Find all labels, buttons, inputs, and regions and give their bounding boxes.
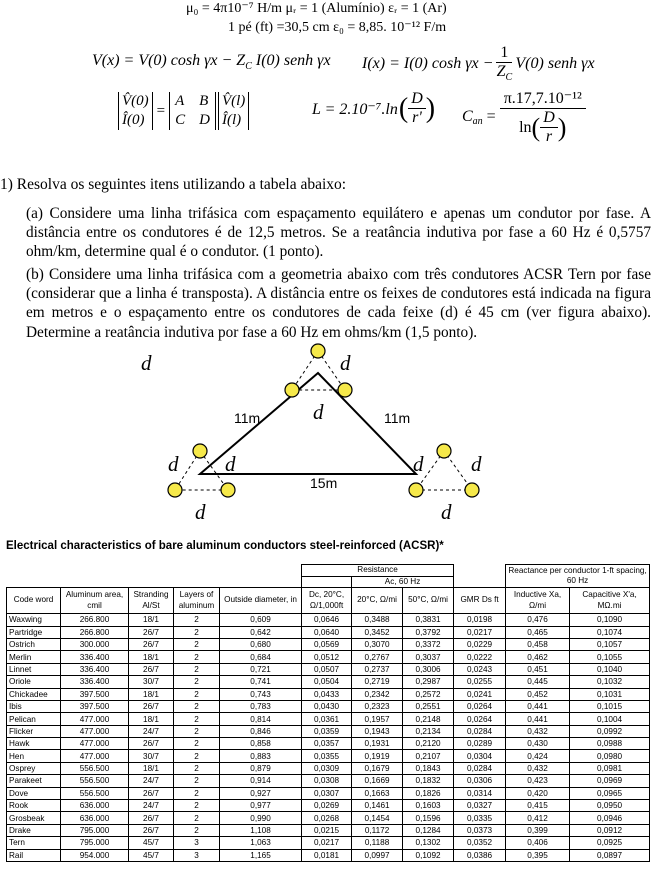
label-d-right-outer: d (471, 452, 482, 476)
table-cell: 0,0309 (302, 762, 352, 774)
table-row (7, 700, 650, 712)
table-cell: 0,441 (506, 713, 570, 725)
table-cell: 0,1092 (403, 849, 454, 861)
table-cell: 0,879 (220, 762, 302, 774)
label-d-left-inner: d (225, 452, 236, 476)
table-row (7, 775, 650, 787)
table-cell: Chickadee (7, 688, 61, 700)
label-d-top-right: d (340, 351, 351, 375)
table-cell: 26/7 (129, 626, 174, 638)
table-cell: 0,1090 (570, 614, 650, 626)
table-cell: 2 (174, 800, 220, 812)
conductor-left-b (168, 483, 182, 497)
current-equation: I(x) = I(0) cosh γx − $\frac{1}{Z_C}$ V(0) senh γx (362, 44, 595, 84)
label-left-side: 11m (234, 410, 261, 426)
table-cell: Hawk (7, 738, 61, 750)
table-cell: 0,1015 (570, 700, 650, 712)
table-cell: 954.000 (61, 849, 129, 861)
table-cell: Tern (7, 837, 61, 849)
table-cell: 0,0243 (454, 663, 506, 675)
table-cell: 0,1843 (403, 762, 454, 774)
table-cell: 0,451 (506, 663, 570, 675)
table-cell: 0,2572 (403, 688, 454, 700)
table-row (7, 688, 650, 700)
table-cell: 477.000 (61, 750, 129, 762)
table-cell: 0,1032 (570, 676, 650, 688)
label-d-top-left: d (141, 351, 152, 375)
table-cell: 0,2107 (403, 750, 454, 762)
table-cell: 0,420 (506, 787, 570, 799)
table-cell: Osprey (7, 762, 61, 774)
table-title: Electrical characteristics of bare aluminum conductors steel-reinforced (ACSR)* (6, 540, 444, 552)
table-cell: 0,476 (506, 614, 570, 626)
table-group-ac: Ac, 60 Hz (352, 576, 454, 588)
table-cell: Ostrich (7, 638, 61, 650)
table-cell: 2 (174, 725, 220, 737)
table-cell: 0,0950 (570, 800, 650, 812)
table-cell: 0,0306 (454, 775, 506, 787)
table-cell: 0,0327 (454, 800, 506, 812)
table-cell: 0,3372 (403, 638, 454, 650)
table-header-ac-50: 50°C, Ω/mi (403, 588, 454, 614)
table-row (7, 725, 650, 737)
table-cell: 266.800 (61, 614, 129, 626)
question-part-a: (a) Considere uma linha trifásica com espaçamento equilátero e apenas um condutor por fase. A distância entre os condutores é de 12,5 metros. Se a reatância indutiva por fase a 60 Hz é 0,5757 ohm/km, determine qual é o condutor. (1 ponto). (26, 205, 651, 261)
table-cell: 0,2323 (352, 700, 403, 712)
table-cell: 0,0307 (302, 787, 352, 799)
table-cell: 556.500 (61, 787, 129, 799)
table-cell: 556.500 (61, 762, 129, 774)
table-cell: 0,1826 (403, 787, 454, 799)
table-cell: 0,445 (506, 676, 570, 688)
table-cell: Drake (7, 824, 61, 836)
table-cell: 0,2737 (352, 663, 403, 675)
table-cell: 1,108 (220, 824, 302, 836)
label-d-left-outer: d (168, 452, 179, 476)
table-cell: 0,1461 (352, 800, 403, 812)
table-cell: 397.500 (61, 688, 129, 700)
table-cell: 0,680 (220, 638, 302, 650)
table-cell: 0,0217 (302, 837, 352, 849)
table-row (7, 812, 650, 824)
table-cell: 18/1 (129, 688, 174, 700)
table-cell: 3 (174, 837, 220, 849)
table-cell: Partridge (7, 626, 61, 638)
line-geometry-figure (150, 340, 500, 525)
table-cell: 0,0912 (570, 824, 650, 836)
table-group-resistance: Resistance (302, 565, 454, 577)
table-cell: 0,458 (506, 638, 570, 650)
table-row (7, 676, 650, 688)
table-cell: 0,0980 (570, 750, 650, 762)
table-cell: 556.500 (61, 775, 129, 787)
table-cell: 26/7 (129, 787, 174, 799)
table-cell: 266.800 (61, 626, 129, 638)
table-row (7, 651, 650, 663)
inductance-equation: L = 2.10⁻⁷.ln ( D r' ) (312, 90, 436, 126)
table-cell: 0,424 (506, 750, 570, 762)
table-cell: 0,990 (220, 812, 302, 824)
conductor-top-b (285, 383, 299, 397)
table-cell: 0,3070 (352, 638, 403, 650)
conductor-top-a (311, 344, 325, 358)
table-cell: 0,743 (220, 688, 302, 700)
table-header-gmr: GMR Ds ft (454, 588, 506, 614)
table-cell: 2 (174, 762, 220, 774)
table-cell: 0,441 (506, 700, 570, 712)
table-cell: 0,1957 (352, 713, 403, 725)
table-cell: 2 (174, 812, 220, 824)
table-cell: 0,423 (506, 775, 570, 787)
table-cell: 24/7 (129, 775, 174, 787)
table-cell: Dove (7, 787, 61, 799)
table-cell: 1,063 (220, 837, 302, 849)
table-cell: 0,1074 (570, 626, 650, 638)
table-cell: 0,0269 (302, 800, 352, 812)
table-cell: 0,412 (506, 812, 570, 824)
table-cell: 2 (174, 738, 220, 750)
table-cell: Waxwing (7, 614, 61, 626)
table-row (7, 824, 650, 836)
table-cell: 26/7 (129, 663, 174, 675)
table-cell: 0,1040 (570, 663, 650, 675)
table-cell: 795.000 (61, 824, 129, 836)
conductor-right-b (409, 483, 423, 497)
table-cell: 0,0314 (454, 787, 506, 799)
table-header-spacer (7, 565, 302, 577)
table-cell: 0,406 (506, 837, 570, 849)
table-cell: 2 (174, 614, 220, 626)
table-cell: 0,0222 (454, 651, 506, 663)
table-header-aluminum-area: Aluminum area, cmil (61, 588, 129, 614)
table-cell: 0,1931 (352, 738, 403, 750)
table-cell: 0,0640 (302, 626, 352, 638)
table-cell: 0,0504 (302, 676, 352, 688)
table-cell: 0,0969 (570, 775, 650, 787)
capacitance-equation: C $_{an}$ = π.17,7.10⁻¹² ln ( D r ) (462, 88, 586, 146)
table-cell: 2 (174, 663, 220, 675)
table-cell: 0,0284 (454, 725, 506, 737)
table-cell: 0,0215 (302, 824, 352, 836)
table-cell: 18/1 (129, 651, 174, 663)
table-cell: 0,0925 (570, 837, 650, 849)
table-cell: 0,0289 (454, 738, 506, 750)
table-row (7, 614, 650, 626)
table-cell: 0,883 (220, 750, 302, 762)
table-cell: 0,2767 (352, 651, 403, 663)
table-cell: 0,0507 (302, 663, 352, 675)
table-cell: 0,0217 (454, 626, 506, 638)
table-cell: 0,1031 (570, 688, 650, 700)
table-cell: 0,430 (506, 738, 570, 750)
constants-line-2: 1 pé (ft) =30,5 cm ε₀ = 8,85. 10⁻¹² F/m (228, 20, 447, 35)
table-cell: 45/7 (129, 837, 174, 849)
table-cell: 0,0181 (302, 849, 352, 861)
table-header-capacitive: Capacitive X'a, MΩ.mi (570, 588, 650, 614)
table-cell: 45/7 (129, 849, 174, 861)
table-cell: 30/7 (129, 676, 174, 688)
table-cell: 0,1057 (570, 638, 650, 650)
table-cell: 397.500 (61, 700, 129, 712)
table-cell: 0,0361 (302, 713, 352, 725)
table-cell: 2 (174, 651, 220, 663)
table-cell: 0,846 (220, 725, 302, 737)
table-cell: 0,1004 (570, 713, 650, 725)
table-cell: 0,1919 (352, 750, 403, 762)
conductor-top-c (338, 383, 352, 397)
table-row (7, 663, 650, 675)
table-cell: 0,3006 (403, 663, 454, 675)
label-d-left-bottom: d (195, 500, 206, 524)
table-cell: 26/7 (129, 824, 174, 836)
table-cell: 26/7 (129, 738, 174, 750)
table-cell: 336.400 (61, 651, 129, 663)
table-cell: 0,1943 (352, 725, 403, 737)
table-cell: 0,2987 (403, 676, 454, 688)
table-cell: 0,609 (220, 614, 302, 626)
table-cell: 0,0981 (570, 762, 650, 774)
table-cell: 0,1663 (352, 787, 403, 799)
table-cell: 2 (174, 638, 220, 650)
table-cell: 336.400 (61, 663, 129, 675)
table-cell: Pelican (7, 713, 61, 725)
table-cell: 0,462 (506, 651, 570, 663)
table-cell: 0,0308 (302, 775, 352, 787)
table-cell: 477.000 (61, 725, 129, 737)
table-cell: 0,0357 (302, 738, 352, 750)
table-cell: 0,1302 (403, 837, 454, 849)
table-cell: 2 (174, 713, 220, 725)
table-cell: 0,721 (220, 663, 302, 675)
table-cell: 0,1679 (352, 762, 403, 774)
table-cell: 0,1832 (403, 775, 454, 787)
table-header-stranding: Stranding Al/St (129, 588, 174, 614)
table-cell: 24/7 (129, 800, 174, 812)
table-cell: 795.000 (61, 837, 129, 849)
table-cell: 0,0335 (454, 812, 506, 824)
table-cell: Rail (7, 849, 61, 861)
table-cell: 636.000 (61, 800, 129, 812)
table-row (7, 738, 650, 750)
table-cell: 0,814 (220, 713, 302, 725)
table-cell: 0,452 (506, 688, 570, 700)
table-cell: 0,783 (220, 700, 302, 712)
table-cell: 0,1596 (403, 812, 454, 824)
table-cell: 0,1454 (352, 812, 403, 824)
table-cell: 0,0255 (454, 676, 506, 688)
table-cell: 26/7 (129, 812, 174, 824)
table-cell: 0,3488 (352, 614, 403, 626)
table-row (7, 638, 650, 650)
table-cell: 0,2120 (403, 738, 454, 750)
table-cell: 0,0992 (570, 725, 650, 737)
conductor-left-c (221, 483, 235, 497)
table-cell: 2 (174, 824, 220, 836)
table-cell: 0,0264 (454, 700, 506, 712)
label-right-side: 11m (384, 410, 411, 426)
table-cell: 0,2719 (352, 676, 403, 688)
table-cell: 0,415 (506, 800, 570, 812)
table-cell: 2 (174, 787, 220, 799)
table-header-outside-diameter: Outside diameter, in (220, 588, 302, 614)
table-cell: Hen (7, 750, 61, 762)
table-row (7, 800, 650, 812)
table-cell: 0,0965 (570, 787, 650, 799)
table-cell: 300.000 (61, 638, 129, 650)
table-cell: 0,1172 (352, 824, 403, 836)
table-cell: 0,3452 (352, 626, 403, 638)
table-cell: 0,0946 (570, 812, 650, 824)
table-cell: 18/1 (129, 713, 174, 725)
table-cell: 0,977 (220, 800, 302, 812)
table-row (7, 762, 650, 774)
table-cell: Linnet (7, 663, 61, 675)
table-cell: 0,0386 (454, 849, 506, 861)
table-cell: 0,858 (220, 738, 302, 750)
table-cell: 0,399 (506, 824, 570, 836)
table-cell: 0,395 (506, 849, 570, 861)
table-cell: 0,741 (220, 676, 302, 688)
table-cell: 0,0897 (570, 849, 650, 861)
table-cell: 2 (174, 750, 220, 762)
table-header-ac-20: 20°C, Ω/mi (352, 588, 403, 614)
table-header-dc: Dc, 20°C, Ω/1,000ft (302, 588, 352, 614)
table-cell: 3 (174, 849, 220, 861)
label-d-right-inner: d (413, 452, 424, 476)
table-cell: 0,3037 (403, 651, 454, 663)
table-cell: 0,0229 (454, 638, 506, 650)
table-cell: Merlin (7, 651, 61, 663)
table-cell: 26/7 (129, 638, 174, 650)
table-cell: Flicker (7, 725, 61, 737)
table-cell: 2 (174, 626, 220, 638)
table-row (7, 713, 650, 725)
table-cell: 0,0997 (352, 849, 403, 861)
table-cell: 0,0264 (454, 713, 506, 725)
table-cell: Ibis (7, 700, 61, 712)
table-cell: 0,0268 (302, 812, 352, 824)
table-cell: 0,0241 (454, 688, 506, 700)
table-cell: 477.000 (61, 713, 129, 725)
table-cell: 0,1603 (403, 800, 454, 812)
table-row (7, 750, 650, 762)
constants-line-1: μ₀ = 4π10⁻⁷ H/m μᵣ = 1 (Alumínio) εᵣ = 1 (Ar) (186, 1, 447, 16)
table-row (7, 837, 650, 849)
question-heading: 1) Resolva os seguintes itens utilizando a tabela abaixo: (0, 176, 347, 193)
table-cell: 0,0352 (454, 837, 506, 849)
voltage-equation: V(x) = V(0) $\cosh \gamma x - Z_C$ I(0) senh γx (92, 52, 331, 73)
table-cell: Parakeet (7, 775, 61, 787)
table-cell: 0,0988 (570, 738, 650, 750)
table-cell: 18/1 (129, 762, 174, 774)
table-cell: 0,0430 (302, 700, 352, 712)
table-cell: 26/7 (129, 700, 174, 712)
table-cell: 0,0646 (302, 614, 352, 626)
table-cell: 0,1188 (352, 837, 403, 849)
table-cell: Grosbeak (7, 812, 61, 824)
acsr-table (6, 564, 650, 862)
table-cell: 0,3831 (403, 614, 454, 626)
table-cell: 0,0304 (454, 750, 506, 762)
table-header-layers: Layers of aluminum (174, 588, 220, 614)
table-cell: 24/7 (129, 725, 174, 737)
table-cell: 2 (174, 700, 220, 712)
table-cell: 0,0373 (454, 824, 506, 836)
table-cell: 0,0284 (454, 762, 506, 774)
question-part-b: (b) Considere uma linha trifásica com a geometria abaixo com três condutores ACSR Tern por fase (considerar que a linha é transposta). A distância entre os feixes de condutores está indicada na figura em metros e o espaçamento entre os condutores de cada feixe (d) é 45 cm (ver figura abaixo). Determine a reatância indutiva por fase a 60 Hz em ohms/km (1,5 ponto). (26, 266, 651, 341)
table-cell: 0,0198 (454, 614, 506, 626)
table-cell: 0,3792 (403, 626, 454, 638)
table-cell: 2 (174, 775, 220, 787)
table-cell: 0,432 (506, 762, 570, 774)
table-cell: Oriole (7, 676, 61, 688)
table-cell: 30/7 (129, 750, 174, 762)
table-cell: 0,0569 (302, 638, 352, 650)
table-header-code-word: Code word (7, 588, 61, 614)
table-cell: 0,2551 (403, 700, 454, 712)
table-cell: 0,1284 (403, 824, 454, 836)
table-cell: 336.400 (61, 676, 129, 688)
table-cell: 2 (174, 688, 220, 700)
conductor-right-a (437, 444, 451, 458)
conductor-left-a (193, 444, 207, 458)
table-cell: 477.000 (61, 738, 129, 750)
table-row (7, 626, 650, 638)
table-cell: 0,914 (220, 775, 302, 787)
table-cell: 0,2342 (352, 688, 403, 700)
table-cell: 0,465 (506, 626, 570, 638)
table-cell: 0,927 (220, 787, 302, 799)
table-row (7, 787, 650, 799)
table-cell: 0,2134 (403, 725, 454, 737)
table-cell: 0,0355 (302, 750, 352, 762)
table-cell: 0,642 (220, 626, 302, 638)
table-cell: 18/1 (129, 614, 174, 626)
table-cell: 0,0433 (302, 688, 352, 700)
table-cell: 636.000 (61, 812, 129, 824)
table-header-inductive: Inductive Xa, Ω/mi (506, 588, 570, 614)
conductor-right-c (465, 483, 479, 497)
table-cell: 0,1669 (352, 775, 403, 787)
table-group-reactance: Reactance per conductor 1-ft spacing, 60 Hz (506, 565, 650, 588)
label-d-top-inner: d (313, 400, 324, 424)
table-cell: 1,165 (220, 849, 302, 861)
table-cell: Rook (7, 800, 61, 812)
table-body (7, 614, 650, 862)
table-cell: 0,432 (506, 725, 570, 737)
table-cell: 0,684 (220, 651, 302, 663)
table-cell: 2 (174, 676, 220, 688)
label-base: 15m (310, 475, 338, 491)
table-row (7, 849, 650, 861)
table-cell: 0,1055 (570, 651, 650, 663)
table-cell: 0,0512 (302, 651, 352, 663)
table-cell: 0,0359 (302, 725, 352, 737)
abcd-matrix-equation: V̂(0) Î(0) = A B C D V̂(l) Î(l) (118, 92, 249, 130)
table-cell: 0,2148 (403, 713, 454, 725)
label-d-right-bottom: d (441, 500, 452, 524)
